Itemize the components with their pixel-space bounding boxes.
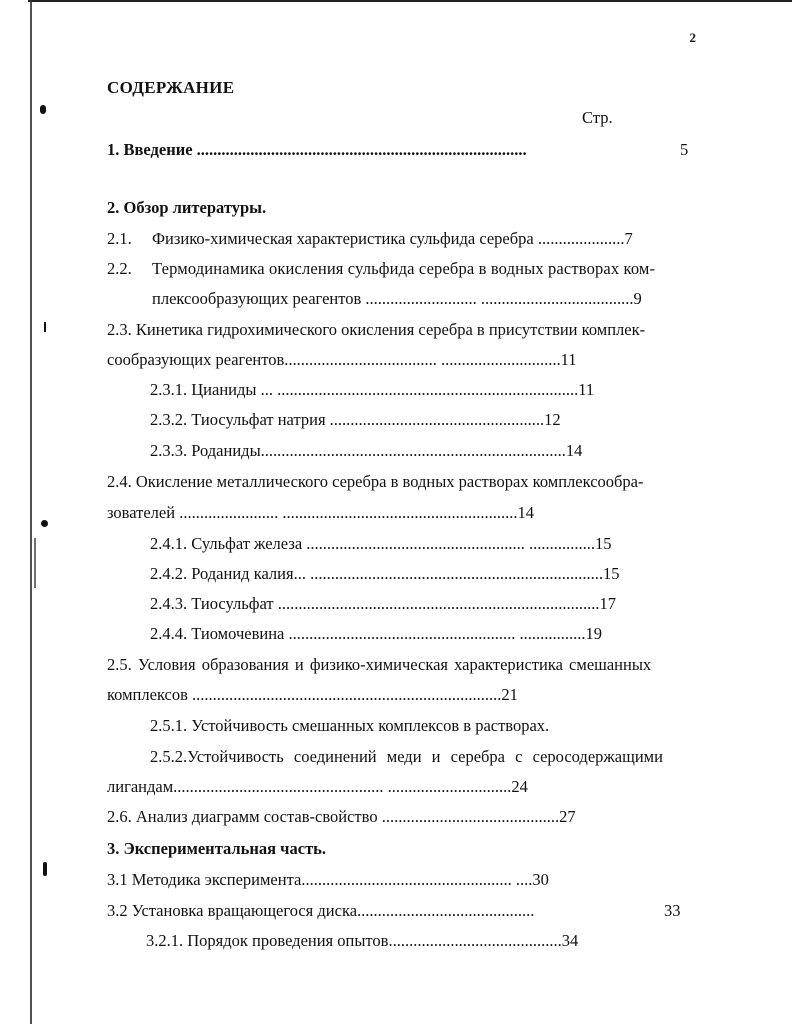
toc-entry-page: 33 <box>664 901 681 920</box>
toc-entry-page: 11 <box>560 350 577 369</box>
toc-entry-title-cont: лигандам................................................... ..............................24 <box>107 777 528 796</box>
page-column-label: Стр. <box>582 108 613 127</box>
toc-entry-title: Сульфат железа <box>191 534 303 553</box>
toc-entry-page: 12 <box>544 410 561 429</box>
toc-entry-leader: ........................... ..................................... <box>361 289 634 308</box>
binding-mark <box>34 538 36 588</box>
toc-entry-leader: ........................................... <box>377 807 560 826</box>
toc-entry[interactable] <box>107 838 326 860</box>
toc-entry-leader: ........................................... <box>357 901 535 920</box>
toc-entry-leader: ........................ ......................................................... <box>175 503 518 522</box>
binding-mark <box>44 322 46 332</box>
toc-entry-page: 14 <box>517 503 534 522</box>
toc-entry[interactable] <box>146 930 578 952</box>
toc-entry-number: 2.4.1. <box>150 534 188 553</box>
toc-entry[interactable] <box>107 900 534 922</box>
toc-entry-title: Тиосульфат <box>191 594 274 613</box>
toc-entry-title: Устойчивость смешанных комплексов в растворах. <box>191 716 550 735</box>
toc-entry-page: 24 <box>511 777 528 796</box>
toc-entry-number: 2.3. <box>107 320 132 339</box>
toc-entry-title: Порядок проведения опытов <box>187 931 389 950</box>
toc-entry-title: Экспериментальная часть. <box>123 839 327 858</box>
toc-entry-title: Термодинамика окисления сульфида серебра в водных растворах ком- <box>152 259 656 278</box>
toc-entry-page: 30 <box>532 870 549 889</box>
toc-entry-title-cont: плексообразующих реагентов ........................... .....................................9 <box>152 289 642 308</box>
toc-entry-leader: .................................................... <box>325 410 545 429</box>
toc-entry-leader: .......................................................................... <box>260 441 566 460</box>
toc-entry-leader: ..................... <box>533 229 625 248</box>
binding-mark <box>41 520 48 527</box>
toc-entry-leader: ....................................................................... <box>305 564 603 583</box>
toc-entry-number: 2. <box>107 198 120 217</box>
toc-entry-title: Тиосульфат натрия <box>191 410 326 429</box>
toc-entry-leader: .............................................................................. <box>273 594 600 613</box>
toc-entry[interactable] <box>107 197 266 219</box>
toc-entry-page: 5 <box>680 140 689 159</box>
toc-entry-leader: ................................................... .............................. <box>173 777 512 796</box>
toc-entry[interactable] <box>107 319 645 341</box>
toc-entry-leader: ....................................................... ................ <box>284 624 586 643</box>
scan-edge-left <box>30 0 32 1024</box>
toc-entry-title: Введение <box>123 140 193 159</box>
toc-entry-leader: ..................................................... ................ <box>302 534 596 553</box>
toc-entry[interactable] <box>150 440 582 462</box>
binding-mark <box>40 105 46 114</box>
toc-entry-number: 2.3.2. <box>150 410 188 429</box>
toc-entry-page: 17 <box>599 594 616 613</box>
toc-entry-number: 2.5. <box>107 655 132 674</box>
toc-entry-title: Обзор литературы. <box>123 198 267 217</box>
page-title: СОДЕРЖАНИЕ <box>107 78 235 97</box>
toc-entry[interactable] <box>150 533 612 555</box>
toc-entry-title: Методика эксперимента <box>131 870 302 889</box>
toc-entry-page: 34 <box>561 931 579 950</box>
toc-entry-page: 15 <box>602 564 620 583</box>
toc-entry-title: Устойчивость соединений меди и серебра с серосодержащими <box>187 747 663 766</box>
toc-entry-page: 21 <box>501 685 518 704</box>
toc-entry-number: 1. <box>107 140 120 159</box>
toc-entry-number: 2.3.1. <box>150 380 188 399</box>
toc-entry-title: Кинетика гидрохимического окисления серебра в присутствии комплек- <box>135 320 646 339</box>
toc-entry-number: 3. <box>107 839 120 858</box>
toc-entry-page: 9 <box>633 289 642 308</box>
binding-mark <box>43 862 47 876</box>
toc-entry-number: 2.4. <box>107 472 132 491</box>
toc-entry-title: Условия образования и физико-химическая характеристика смешанных <box>137 655 652 674</box>
toc-entry-leader: .......................................... <box>388 931 562 950</box>
toc-entry-page: 15 <box>595 534 612 553</box>
toc-entry-title: Цианиды ... <box>191 380 273 399</box>
toc-entry-page: 11 <box>578 380 595 399</box>
toc-entry[interactable] <box>107 471 643 493</box>
toc-entry[interactable] <box>150 563 619 585</box>
toc-entry-title-cont: зователей ........................ .........................................................14 <box>107 503 534 522</box>
page-number: 2 <box>689 30 696 45</box>
toc-entry[interactable] <box>107 258 132 280</box>
toc-entry-title: Тиомочевина <box>191 624 285 643</box>
toc-entry-number: 2.4.3. <box>150 594 188 613</box>
toc-entry[interactable] <box>107 869 549 891</box>
toc-entry[interactable] <box>150 409 561 431</box>
toc-entry-number: 2.4.4. <box>150 624 188 643</box>
toc-entry-title: Установка вращающегося диска <box>131 901 358 920</box>
toc-entry-title-cont: комплексов ...........................................................................21 <box>107 685 518 704</box>
toc-entry[interactable] <box>107 139 527 161</box>
toc-entry[interactable] <box>150 379 594 401</box>
toc-entry-number: 3.2.1. <box>146 931 184 950</box>
toc-entry-leader: ......................................................................... <box>272 380 579 399</box>
toc-entry[interactable] <box>150 746 663 768</box>
toc-entry[interactable] <box>107 228 132 250</box>
toc-entry-number: 2.3.3. <box>150 441 188 460</box>
toc-entry-number: 2.2. <box>107 259 132 278</box>
toc-entry-leader: ................................................................................ <box>192 140 527 159</box>
toc-entry-number: 2.4.2. <box>150 564 188 583</box>
toc-entry[interactable] <box>150 623 602 645</box>
toc-entry[interactable] <box>150 715 549 737</box>
toc-entry-title: Роданиды <box>191 441 261 460</box>
toc-entry-number: 3.2 <box>107 901 128 920</box>
toc-entry-number: 3.1 <box>107 870 128 889</box>
scan-edge-top <box>28 0 792 2</box>
toc-entry-page: 7 <box>624 229 633 248</box>
toc-entry-number: 2.6. <box>107 807 132 826</box>
toc-entry-title: Окисление металлического серебра в водных растворах комплексообра- <box>135 472 644 491</box>
toc-entry-leader: ..................................... ............................. <box>284 350 561 369</box>
toc-entry[interactable] <box>150 593 616 615</box>
toc-entry-title: Анализ диаграмм состав-свойство <box>135 807 378 826</box>
toc-entry[interactable] <box>107 806 576 828</box>
toc-entry-number: 2.1. <box>107 229 132 248</box>
toc-entry-page: 14 <box>565 441 583 460</box>
toc-entry-leader: ........................................................................... <box>187 685 502 704</box>
toc-entry-number: 2.5.2. <box>150 747 188 766</box>
toc-entry-page: 19 <box>585 624 602 643</box>
toc-entry-number: 2.5.1. <box>150 716 188 735</box>
toc-entry-page: 27 <box>559 807 576 826</box>
toc-entry-title: Роданид калия... <box>191 564 306 583</box>
toc-entry-title: Физико-химическая характеристика сульфида серебра .....................7 <box>152 229 633 248</box>
toc-entry[interactable] <box>107 654 651 676</box>
toc-entry-leader: ................................................... .... <box>301 870 533 889</box>
toc-entry-title-cont: сообразующих реагентов..................................... .............................11 <box>107 350 577 369</box>
